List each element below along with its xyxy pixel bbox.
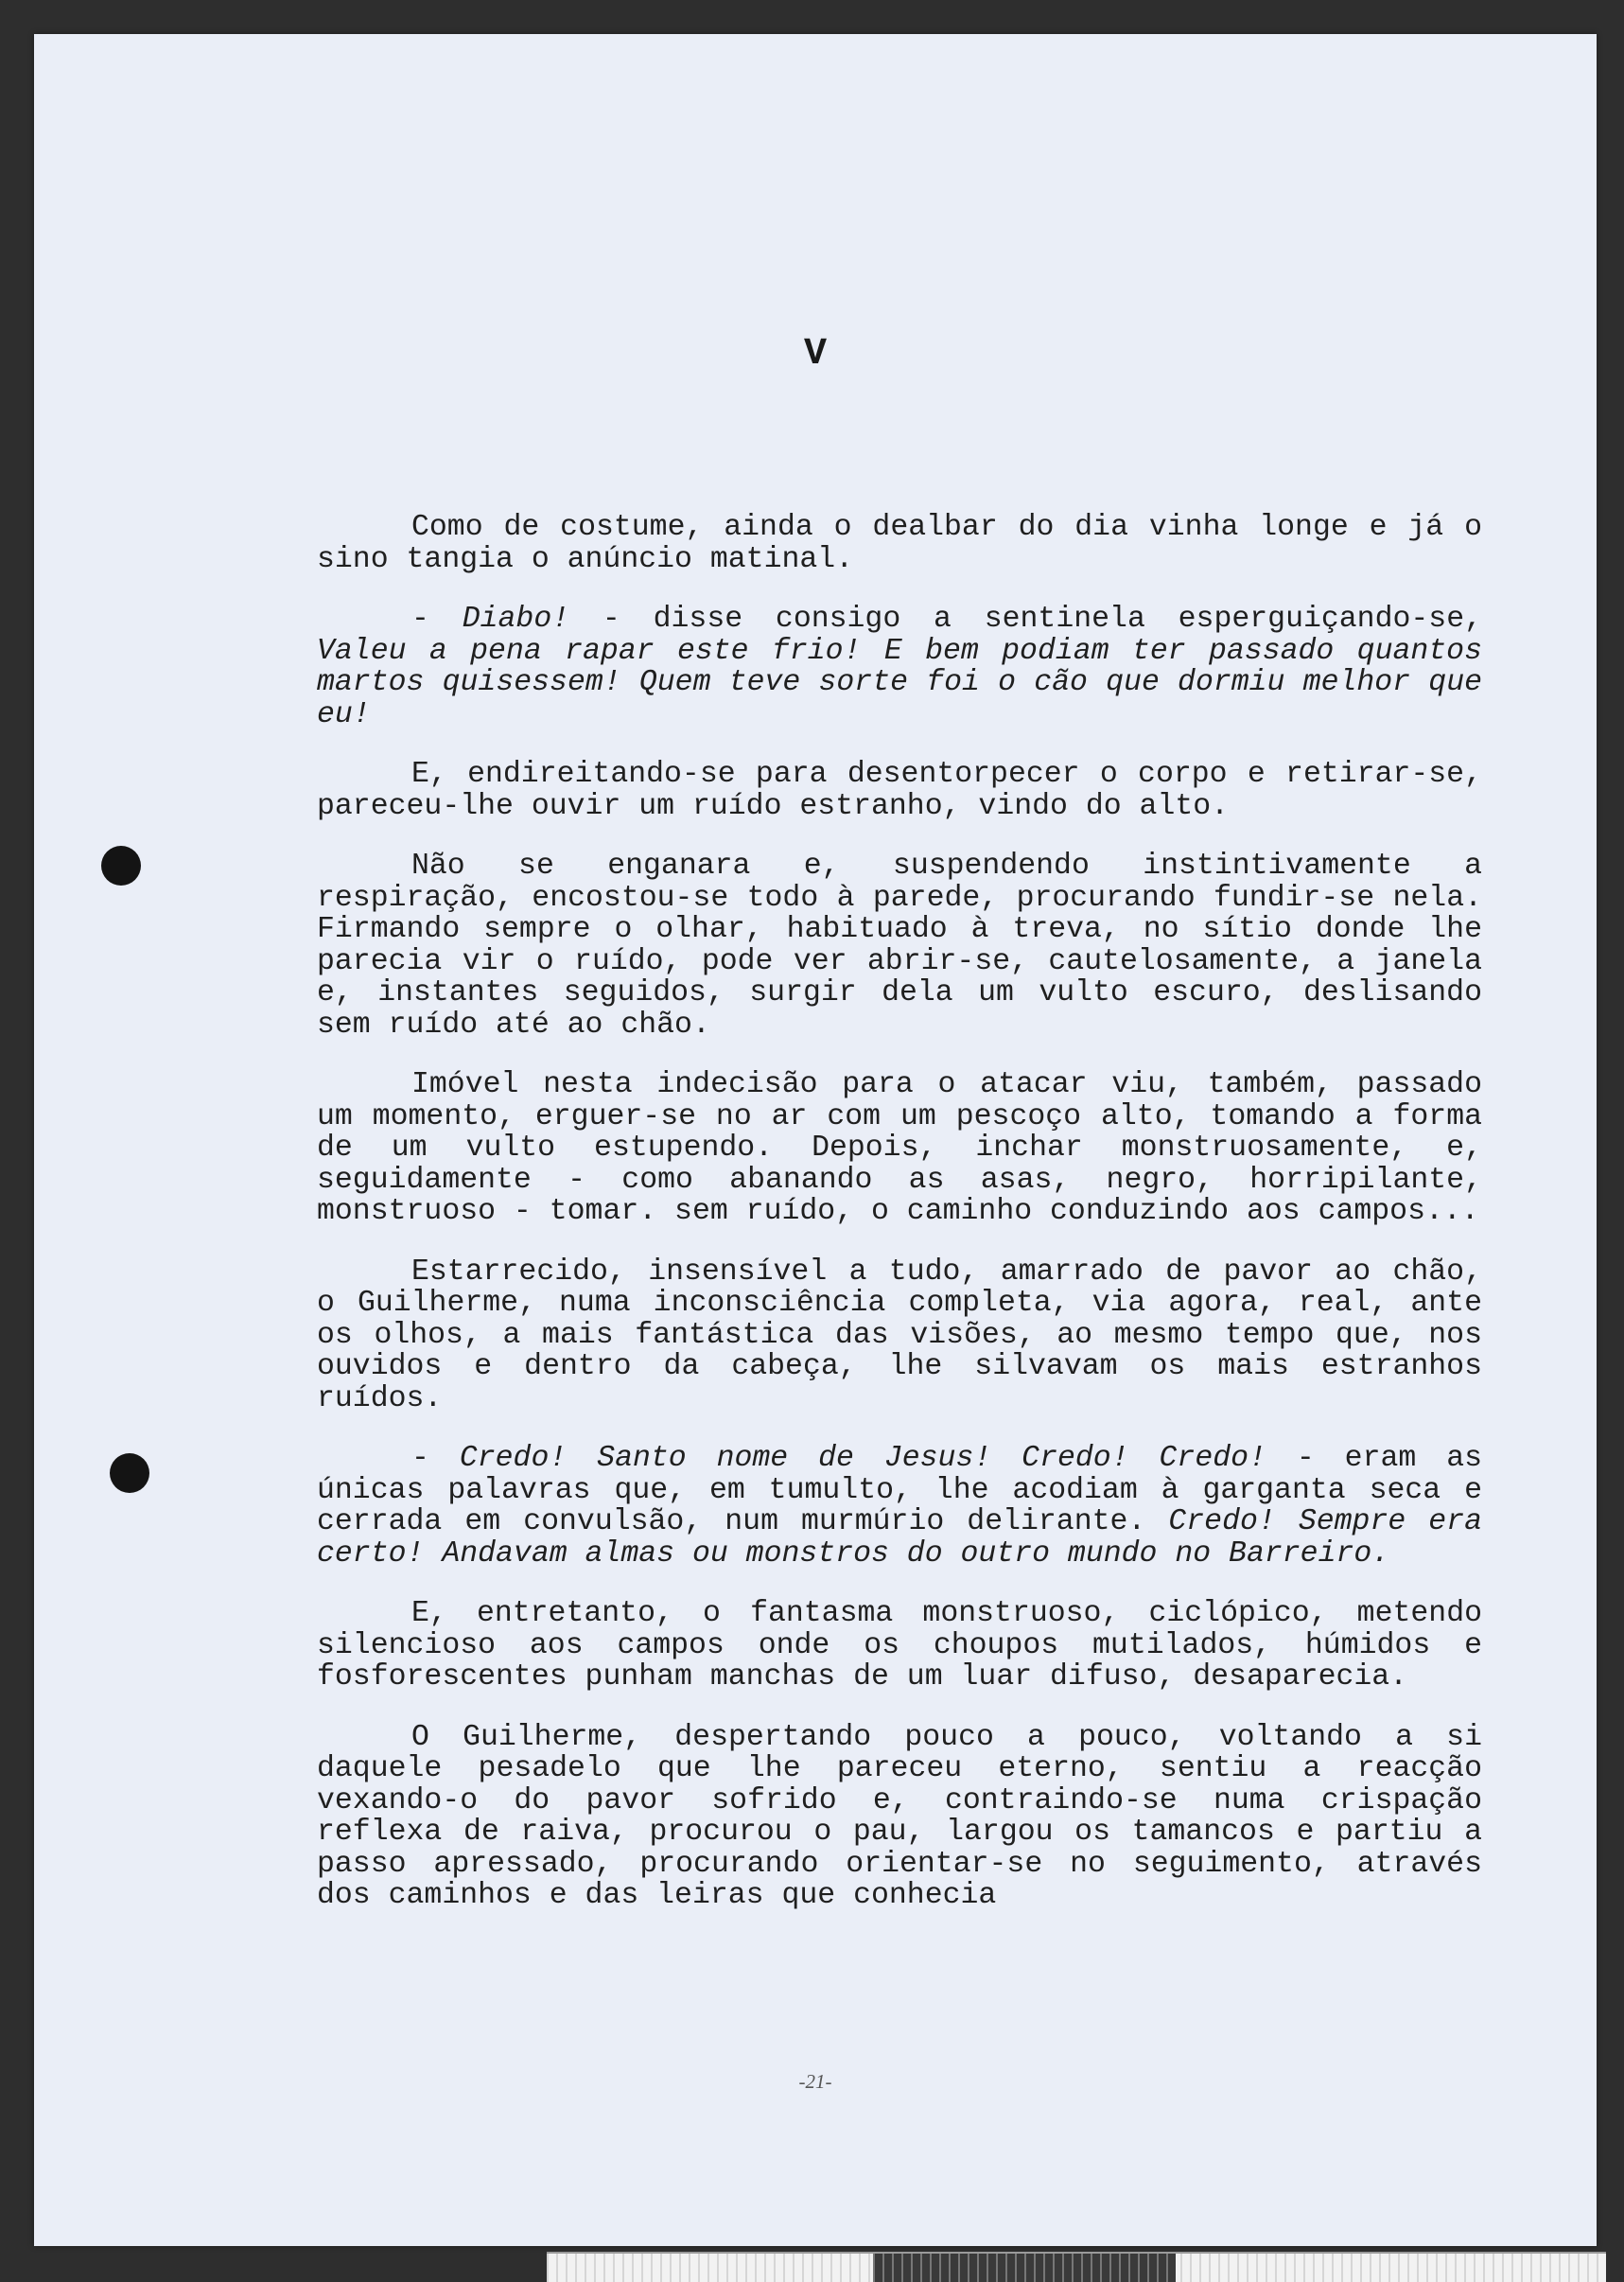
paragraph <box>317 851 1482 1041</box>
italic-text: Diabo! <box>462 603 570 636</box>
paragraph <box>317 1256 1482 1415</box>
punch-hole <box>110 1453 149 1493</box>
paragraph <box>317 604 1482 730</box>
italic-text: Valeu a pena rapar este frio! E bem podiam ter passado quantos martos quisessem! Quem teve sorte foi o cão que dormiu melhor que eu! <box>317 634 1482 731</box>
italic-text: Credo! Sempre era certo! Andavam almas ou monstros do outro mundo no Barreiro. <box>317 1505 1483 1571</box>
body-text <box>317 512 1482 1940</box>
text-run: Como de costume, ainda o dealbar do dia vinha longe e já o sino tangia o anúncio matinal. <box>317 511 1482 576</box>
ruler-dark-segment <box>873 2254 1176 2282</box>
text-run: Não se enganara e, suspendendo instintivamente a respiração, encostou-se todo à parede, procurando fundir-se nela. Firmando sempre o olhar, habituado à treva, no sítio donde lhe parecia vir o ruído, pode ver abrir-se, cautelosamente, a janela e, instantes seguidos, surgir dela um vulto escuro, deslisando sem ruído até ao chão. <box>317 850 1482 1042</box>
text-run: E, entretanto, o fantasma monstruoso, ciclópico, metendo silencioso aos campos onde os choupos mutilados, húmidos e fosforescentes punham manchas de um luar difuso, desaparecia. <box>317 1597 1482 1694</box>
paragraph <box>317 1598 1482 1694</box>
scale-ruler <box>547 2252 1606 2282</box>
paragraph <box>317 1069 1482 1228</box>
paragraph <box>317 512 1482 575</box>
text-run: - <box>411 1442 460 1475</box>
punch-hole <box>101 846 141 886</box>
text-run: Imóvel nesta indecisão para o atacar viu, também, passado um momento, erguer-se no ar com um pescoço alto, tomando a forma de um vulto estupendo. Depois, inchar monstruosamente, e, seguidamente - como abanando as asas, negro, horripilante, monstruoso - tomar. sem ruído, o caminho conduzindo aos campos... <box>317 1068 1482 1228</box>
text-run: - <box>411 603 463 636</box>
text-run: - eram as únicas palavras que, em tumulto, lhe acodiam à garganta seca e cerrada em convulsão, num murmúrio delirante. <box>317 1442 1483 1538</box>
paragraph <box>317 1722 1482 1912</box>
chapter-heading: V <box>803 333 827 376</box>
text-run: O Guilherme, despertando pouco a pouco, voltando a si daquele pesadelo que lhe pareceu eterno, sentiu a reacção vexando-o do pavor sofrido e, contraindo-se numa crispação reflexa de raiva, procurou o pau, largou os tamancos e partiu a passo apressado, procurando orientar-se no seguimento, através dos caminhos e das leiras que conhecia <box>317 1720 1482 1912</box>
text-run: E, endireitando-se para desentorpecer o corpo e retirar-se, pareceu-lhe ouvir um ruído estranho, vindo do alto. <box>317 758 1482 823</box>
document-page <box>34 34 1597 2246</box>
page-number: -21- <box>798 2070 832 2093</box>
paragraph <box>317 1443 1482 1570</box>
text-run: Estarrecido, insensível a tudo, amarrado de pavor ao chão, o Guilherme, numa inconsciência completa, via agora, real, ante os olhos, a mais fantástica das visões, ao mesmo tempo que, nos ouvidos e dentro da cabeça, lhe silvavam os mais estranhos ruídos. <box>317 1255 1482 1415</box>
text-run: - disse consigo a sentinela esperguiçando-se, <box>569 603 1482 636</box>
paragraph <box>317 759 1482 822</box>
italic-text: Credo! Santo nome de Jesus! Credo! Credo! <box>459 1442 1266 1475</box>
